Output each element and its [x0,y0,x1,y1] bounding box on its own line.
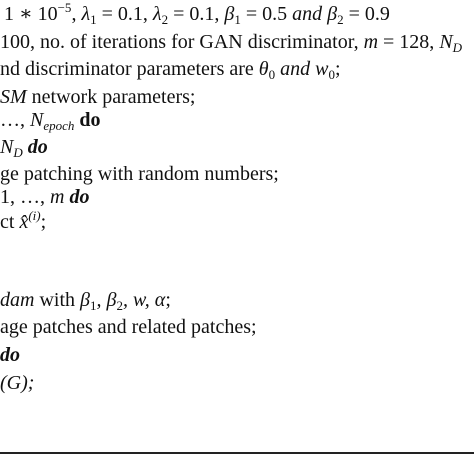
epoch-subscript: epoch [43,117,75,133]
adam-update-line [0,288,171,312]
learning-rate-exponent: −5 [57,0,72,16]
semicolon: ; [40,211,47,233]
do-keyword: do [0,344,20,366]
beta1-subscript: 1 [234,11,241,27]
w-symbol: w [315,58,329,80]
learning-rate-mantissa: 1 ∗ 10 [4,3,58,25]
m-symbol: m [50,186,65,208]
lambda2-symbol: λ [152,3,162,25]
adam-word: dam [0,289,35,311]
beta1-symbol: β [224,3,235,25]
patches-text: age patches and related patches; [0,316,257,338]
iterations-text: 100, no. of iterations for GAN discriminator, [0,31,364,53]
beta2-subscript: 2 [337,11,344,27]
and-word: and [275,58,316,80]
network-params-line [0,85,196,109]
generator-arg: (G); [0,372,35,394]
epoch-loop-line [0,108,101,132]
beta1-value: = 0.5 [240,3,293,25]
ellipsis: …, [0,109,30,131]
lambda1-symbol: λ [81,3,91,25]
batch-size-value: = 128, [378,31,440,53]
lambda2-subscript: 2 [161,11,169,27]
with-word: with [34,289,81,311]
generator-loop-line [0,343,20,367]
nd-symbol: N [439,31,453,53]
discriminator-params-line [0,57,341,81]
semicolon: ; [165,289,171,311]
bottom-rule [0,452,474,454]
do-keyword: do [64,186,90,208]
network-name: SM [0,86,27,108]
theta-symbol: θ [258,58,269,80]
lambda2-value: = 0.1, [168,3,225,25]
batch-loop-line [0,185,89,209]
batch-range: 1, …, [0,186,50,208]
beta1-subscript: 1 [89,297,97,313]
x-hat-symbol: x̂ [19,211,29,233]
discriminator-loop-line [0,135,48,159]
separator: , [71,3,82,25]
theta-subscript: 0 [268,66,276,82]
generator-update-line [0,371,34,395]
patching-line [0,162,279,186]
lambda1-value: = 0.1, [96,3,153,25]
separator: , [96,289,107,311]
beta2-symbol: β [106,289,117,311]
beta2-value: = 0.9 [343,3,390,25]
n-symbol: N [30,109,44,131]
nd-symbol: N [0,136,14,158]
beta2-subscript: 2 [116,297,123,313]
hyperparameters-line [4,2,390,26]
beta1-symbol: β [80,289,90,311]
select-line [0,210,46,234]
iterations-line [0,30,462,54]
nd-subscript: D [13,144,23,160]
w-subscript: 0 [328,66,335,82]
semicolon: ; [334,58,341,80]
x-hat-superscript: (i) [28,208,41,224]
lambda1-subscript: 1 [90,11,97,27]
batch-size-symbol: m [363,31,379,53]
do-keyword: do [22,136,48,158]
w-alpha-args: , w, α [122,289,166,311]
select-text: ct [0,211,20,233]
patches-line [0,315,257,339]
do-keyword: do [74,109,101,131]
discriminator-params-text: nd discriminator parameters are [0,58,259,80]
beta2-symbol: β [327,3,338,25]
patching-text: ge patching with random numbers; [0,163,279,185]
nd-subscript: D [452,39,463,55]
and-word: and [292,3,323,25]
network-params-text: network parameters; [26,86,196,108]
